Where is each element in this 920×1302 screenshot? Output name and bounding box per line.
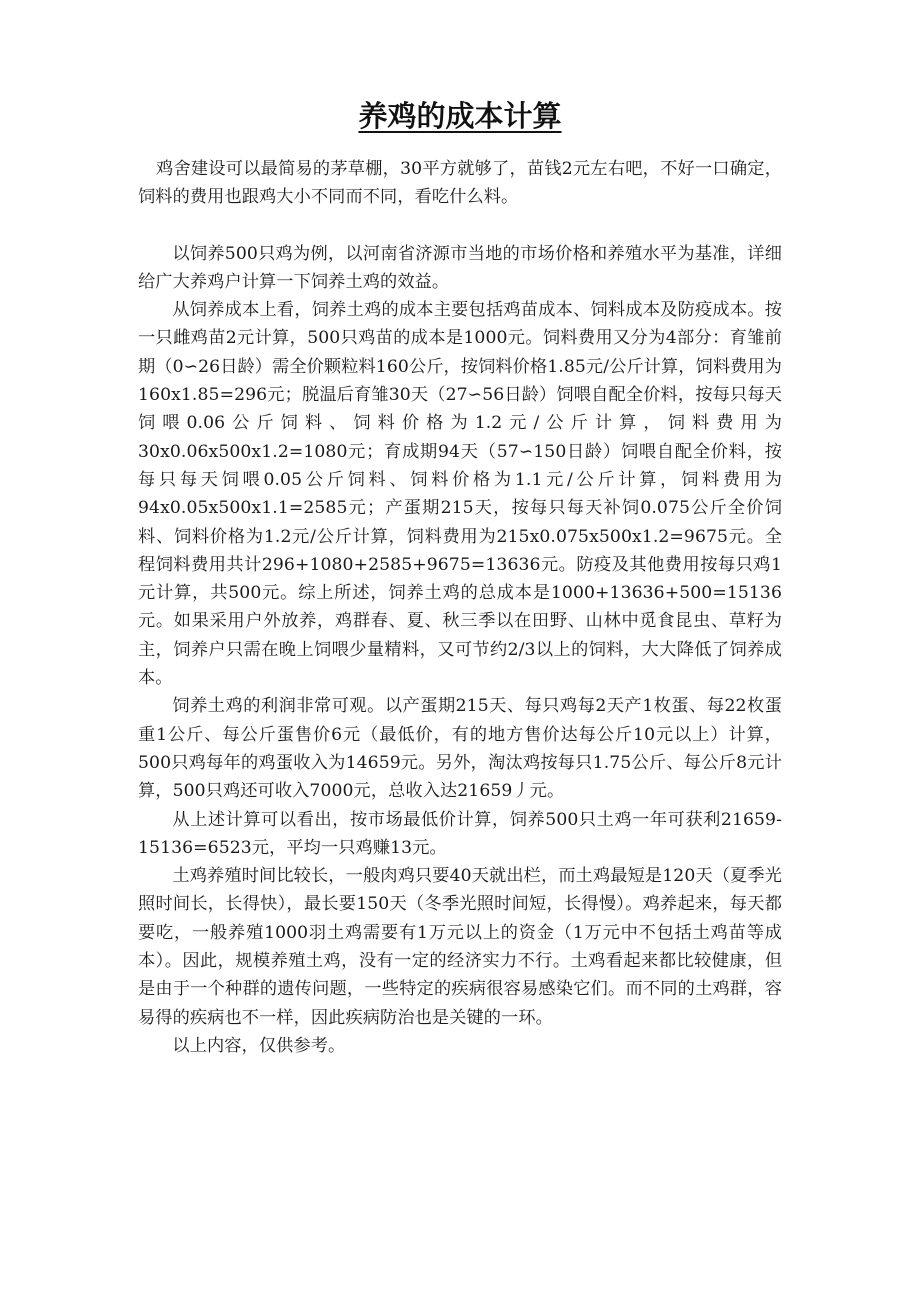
paragraph-net-profit: 从上述计算可以看出，按市场最低价计算，饲养500只土鸡一年可获利21659-15136=6523元，平均一只鸡赚13元。: [138, 809, 782, 858]
document-body: [138, 155, 782, 1060]
paragraph-spacer: [138, 212, 782, 240]
paragraph-closing: 以上内容，仅供参考。: [172, 1035, 346, 1056]
paragraph-breeding-time: 土鸡养殖时间比较长，一般肉鸡只要40天就出栏，而土鸡最短是120天（夏季光照时间长，长得快），最长要150天（冬季光照时间短，长得慢）。鸡养起来，每天都要吃，一般养殖1000羽土鸡需要有1万元以上的资金（1万元中不包括土鸡苗等成本）。因此，规模养殖土鸡，没有一定的经济实力不行。土鸡看起来都比较健康，但是由于一个种群的遗传问题，一些特定的疾病很容易感染它们。而不同的土鸡群，容易得的疾病也不一样，因此疾病防治也是关键的一环。: [138, 866, 782, 1028]
document-title: 养鸡的成本计算: [358, 99, 562, 133]
paragraph-profit: 饲养土鸡的利润非常可观。以产蛋期215天、每只鸡每2天产1枚蛋、每22枚蛋重1公斤、每公斤蛋售价6元（最低价，有的地方售价达每公斤10元以上）计算，500只鸡每年的鸡蛋收入为14659元。另外，淘汰鸡按每只1.75公斤、每公斤8元计算，500只鸡还可收入7000元，总收入达21659丿元。: [138, 696, 782, 802]
paragraph-cost: 从饲养成本上看，饲养土鸡的成本主要包括鸡苗成本、饲料成本及防疫成本。按一只雌鸡苗2元计算，500只鸡苗的成本是1000元。饲料费用又分为4部分：育雏前期（0∽26日龄）需全价颗粒料160公斤，按饲料价格1.85元/公斤计算，饲料费用为160x1.85=296元；脱温后育雏30天（27∽56日龄）饲喂自配全价料，按每只每天饲喂0.06公斤饲料、饲料价格为1.2元/公斤计算，饲料费用为30x0.06x500x1.2=1080元；育成期94天（57∽150日龄）饲喂自配全价料，按每只每天饲喂0.05公斤饲料、饲料价格为1.1元/公斤计算，饲料费用为94x0.05x500x1.1=2585元；产蛋期215天，按每只每天补饲0.075公斤全价饲料、饲料价格为1.2元/公斤计算，饲料费用为215x0.075x500x1.2=9675元。全程饲料费用共计296+1080+2585+9675=13636元。防疫及其他费用按每只鸡1元计算，共500元。综上所述，饲养土鸡的总成本是1000+13636+500=15136元。如果采用户外放养，鸡群春、夏、秋三季以在田野、山林中觅食昆虫、草籽为主，饲养户只需在晚上饲喂少量精料，又可节约2/3以上的饲料，大大降低了饲养成本。: [138, 300, 782, 689]
paragraph-example: 以饲养500只鸡为例，以河南省济源市当地的市场价格和养殖水平为基准，详细给广大养鸡户计算一下饲养土鸡的效益。: [138, 243, 782, 292]
paragraph-intro: 鸡舍建设可以最简易的茅草棚，30平方就够了，苗钱2元左右吧，不好一口确定，饲料的费用也跟鸡大小不同而不同，看吃什么料。: [138, 159, 782, 208]
